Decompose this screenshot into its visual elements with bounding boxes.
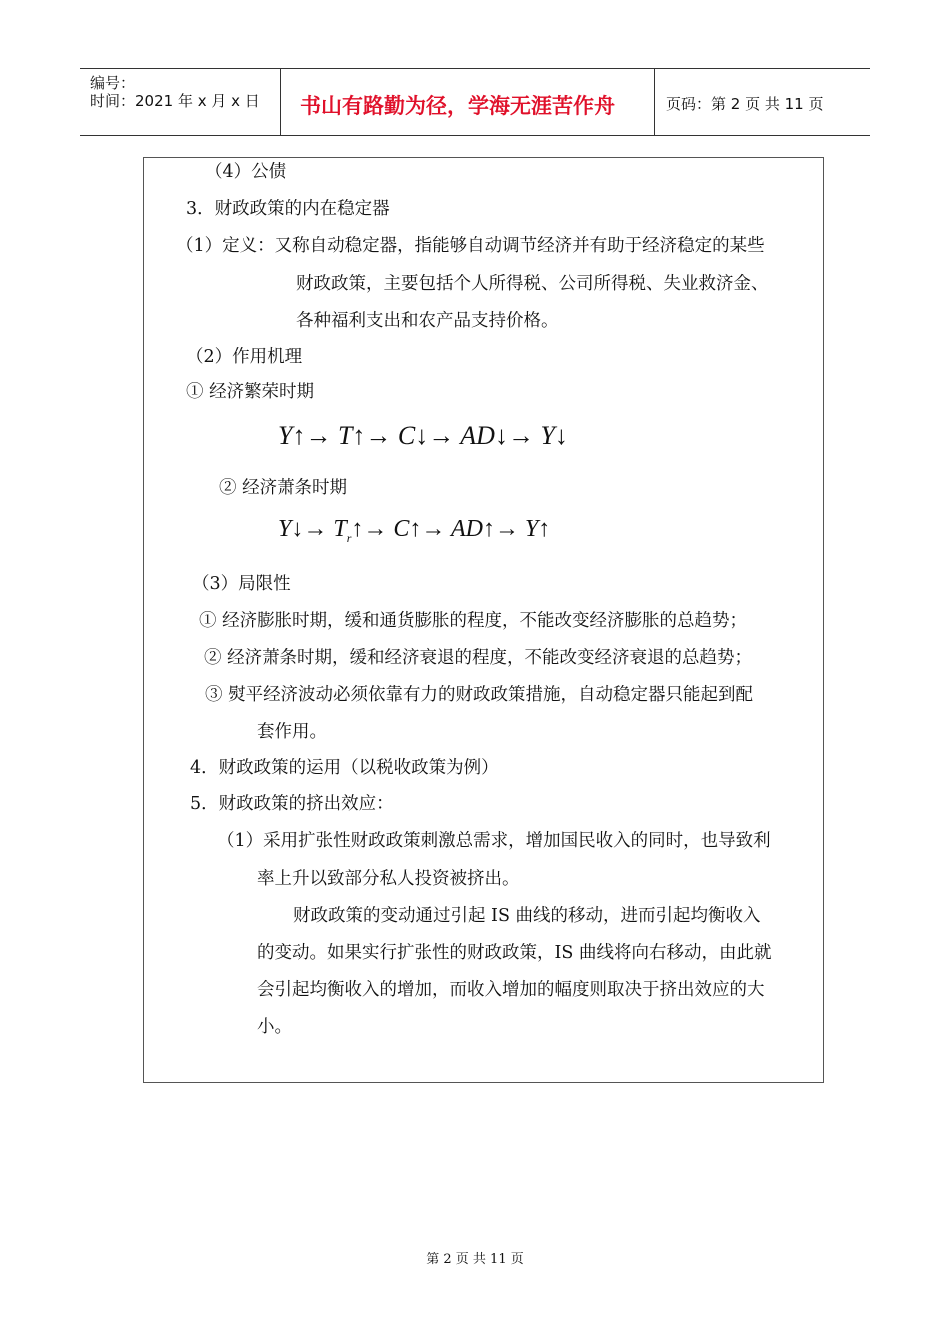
- is-curve-line-2: 的变动。如果实行扩张性的财政政策，IS 曲线将向右移动，由此就: [257, 943, 772, 963]
- is-curve-line-4: 小。: [257, 1017, 292, 1037]
- header-top-rule: [80, 68, 870, 69]
- section-4-heading: 4．财政政策的运用（以税收政策为例）: [190, 758, 499, 778]
- formula-recession-part-b: ↑→ C↑→ AD↑→ Y↑: [351, 516, 551, 542]
- definition-line-1: （1）定义：又称自动稳定器，指能够自动调节经济并有助于经济稳定的某些: [176, 236, 765, 256]
- is-curve-line-3: 会引起均衡收入的增加，而收入增加的幅度则取决于挤出效应的大: [257, 980, 765, 1000]
- serial-number-label: 编号：: [90, 74, 136, 92]
- formula-recession: [278, 514, 550, 553]
- page-footer: 第 2 页 共 11 页: [426, 1252, 524, 1267]
- header-bottom-rule: [80, 135, 870, 136]
- boom-period-label: ① 经济繁荣时期: [186, 382, 315, 402]
- mechanism-heading: （2）作用机理: [186, 347, 303, 367]
- limitation-1: ① 经济膨胀时期，缓和通货膨胀的程度，不能改变经济膨胀的总趋势；: [199, 611, 748, 631]
- limitation-2: ② 经济萧条时期，缓和经济衰退的程度，不能改变经济衰退的总趋势；: [204, 648, 753, 668]
- header-divider-right: [654, 68, 655, 136]
- definition-line-3: 各种福利支出和农产品支持价格。: [296, 311, 559, 331]
- definition-line-2: 财政政策，主要包括个人所得税、公司所得税、失业救济金、: [296, 274, 769, 294]
- recession-period-label: ② 经济萧条时期: [219, 478, 348, 498]
- formula-boom: Y↑→ T↑→ C↓→ AD↓→ Y↓: [278, 421, 568, 450]
- page-indicator: 页码：第 2 页 共 11 页: [666, 95, 824, 113]
- limitations-heading: （3）局限性: [192, 574, 291, 594]
- header-motto: 书山有路勤为径，学海无涯苦作舟: [300, 94, 615, 118]
- date-label: 时间：2021 年 x 月 x 日: [90, 92, 260, 110]
- limitation-3-line-1: ③ 熨平经济波动必须依靠有力的财政政策措施，自动稳定器只能起到配: [205, 685, 754, 705]
- item-public-debt: （4）公债: [205, 162, 287, 182]
- is-curve-line-1: 财政政策的变动通过引起 IS 曲线的移动，进而引起均衡收入: [293, 906, 761, 926]
- crowding-out-line-2: 率上升以致部分私人投资被挤出。: [257, 869, 520, 889]
- section-3-heading: 3．财政政策的内在稳定器: [186, 199, 390, 219]
- crowding-out-line-1: （1）采用扩张性财政政策刺激总需求，增加国民收入的同时，也导致利: [217, 831, 771, 851]
- header-divider-left: [280, 68, 281, 136]
- formula-recession-part-a: Y↓→ T: [278, 516, 347, 542]
- section-5-heading: 5．财政政策的挤出效应：: [190, 794, 394, 814]
- limitation-3-line-2: 套作用。: [257, 722, 327, 742]
- formula-recession-subscript: r: [346, 530, 352, 545]
